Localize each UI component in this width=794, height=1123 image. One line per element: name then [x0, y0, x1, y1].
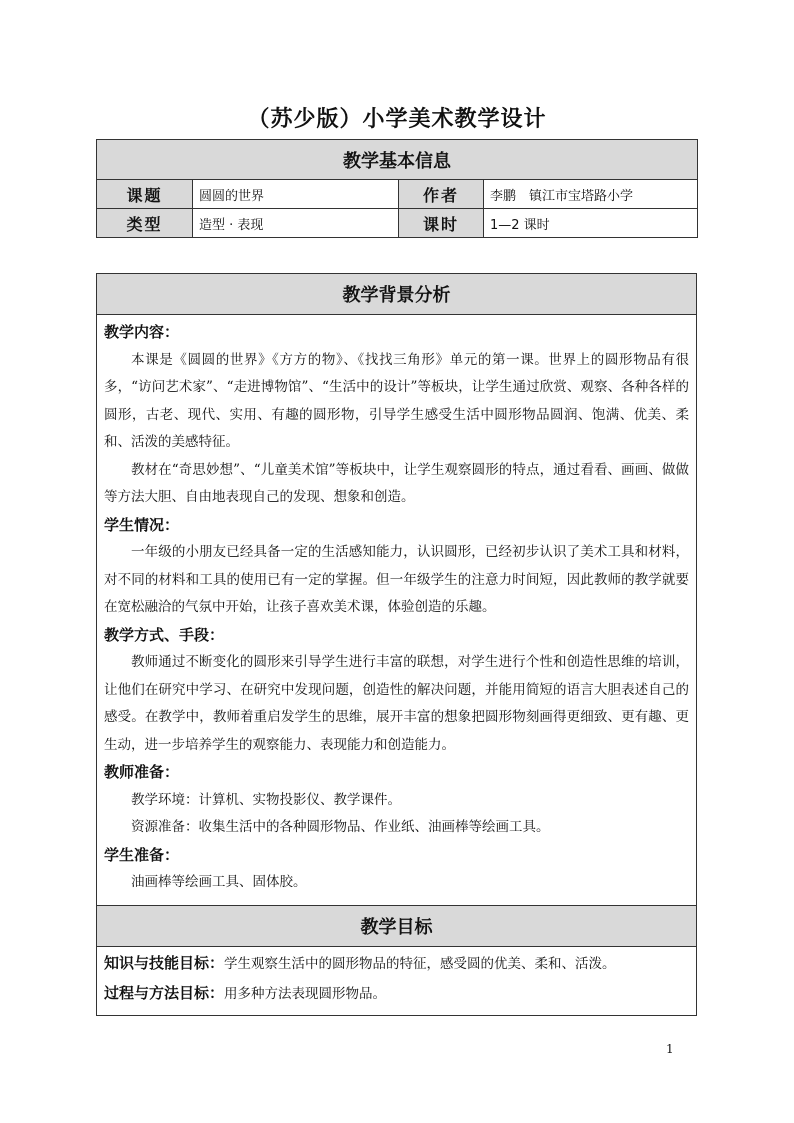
page-title: （苏少版）小学美术教学设计 — [247, 106, 547, 132]
background-analysis-table — [96, 273, 697, 1016]
background-analysis-header: 教学背景分析 — [97, 274, 697, 315]
content-heading: 教学内容： — [104, 323, 180, 341]
period-label: 课时 — [399, 209, 484, 238]
type-label: 类型 — [97, 209, 193, 238]
table-row — [97, 180, 698, 209]
basic-info-table — [96, 139, 698, 238]
student-prep-heading: 学生准备： — [104, 845, 180, 864]
background-analysis-body — [97, 315, 697, 906]
teacher-prep-line-1: 教学环境：计算机、实物投影仪、教学课件。 — [131, 791, 401, 808]
topic-value: 圆圆的世界 — [193, 180, 399, 209]
content-paragraph-2: 教材在“奇思妙想”、“儿童美术馆”等板块中，让学生观察圆形的特点，通过看看、画画、做做等方法大胆、自由地表现自己的发现、想象和创造。 — [104, 461, 689, 505]
basic-info-header: 教学基本信息 — [97, 140, 698, 180]
author-label: 作者 — [399, 180, 484, 209]
methods-heading: 教学方式、手段： — [104, 625, 225, 644]
content-paragraph-1: 本课是《圆圆的世界》《方方的物》、《找找三角形》单元的第一课。世界上的圆形物品有很多，“访问艺术家”、“走进博物馆”、“生活中的设计”等板块，让学生通过欣赏、观察、各种各样的圆形，古老、现代、实用、有趣的圆形物，引导学生感受生活中圆形物品圆润、饱满、优美、柔和、活泼的美感特征。 — [104, 351, 689, 450]
goal-knowledge — [104, 949, 689, 979]
student-prep-line-1: 油画棒等绘画工具、固体胶。 — [131, 874, 307, 890]
goal-knowledge-text: 学生观察生活中的圆形物品的特征，感受圆的优美、柔和、活泼。 — [224, 955, 616, 972]
teacher-prep-heading: 教师准备： — [104, 763, 180, 781]
page-number: 1 — [666, 1042, 674, 1056]
goal-process — [104, 979, 689, 1009]
goal-process-label: 过程与方法目标： — [104, 983, 225, 1002]
period-value: 1—2 课时 — [484, 209, 698, 238]
students-paragraph: 一年级的小朋友已经具备一定的生活感知能力，认识圆形，已经初步认识了美术工具和材料，对不同的材料和工具的使用已有一定的掌握。但一年级学生的注意力时间短，因此教师的教学就要在宽松融洽的气氛中开始，让孩子喜欢美术课，体验创造的乐趣。 — [104, 544, 689, 615]
methods-paragraph: 教师通过不断变化的圆形来引导学生进行丰富的联想，对学生进行个性和创造性思维的培训，让他们在研究中学习、在研究中发现问题，创造性的解决问题，并能用简短的语言大胆表述自己的感受。在教学中，教师着重启发学生的思维，展开丰富的想象把圆形物刻画得更细致、更有趣、更生动，进一步培养学生的观察能力、表现能力和创造能力。 — [104, 654, 689, 753]
goals-header: 教学目标 — [97, 905, 697, 946]
topic-label: 课题 — [97, 180, 193, 209]
table-row — [97, 209, 698, 238]
teacher-prep-line-2: 资源准备：收集生活中的各种圆形物品、作业纸、油画棒等绘画工具。 — [131, 819, 550, 835]
goals-body — [97, 946, 697, 1015]
goal-knowledge-label: 知识与技能目标： — [104, 953, 225, 972]
goal-process-text: 用多种方法表现圆形物品。 — [224, 985, 387, 1002]
students-heading: 学生情况： — [104, 515, 180, 534]
type-value: 造型 · 表现 — [193, 209, 399, 238]
author-value: 李鹏 镇江市宝塔路小学 — [484, 180, 698, 209]
